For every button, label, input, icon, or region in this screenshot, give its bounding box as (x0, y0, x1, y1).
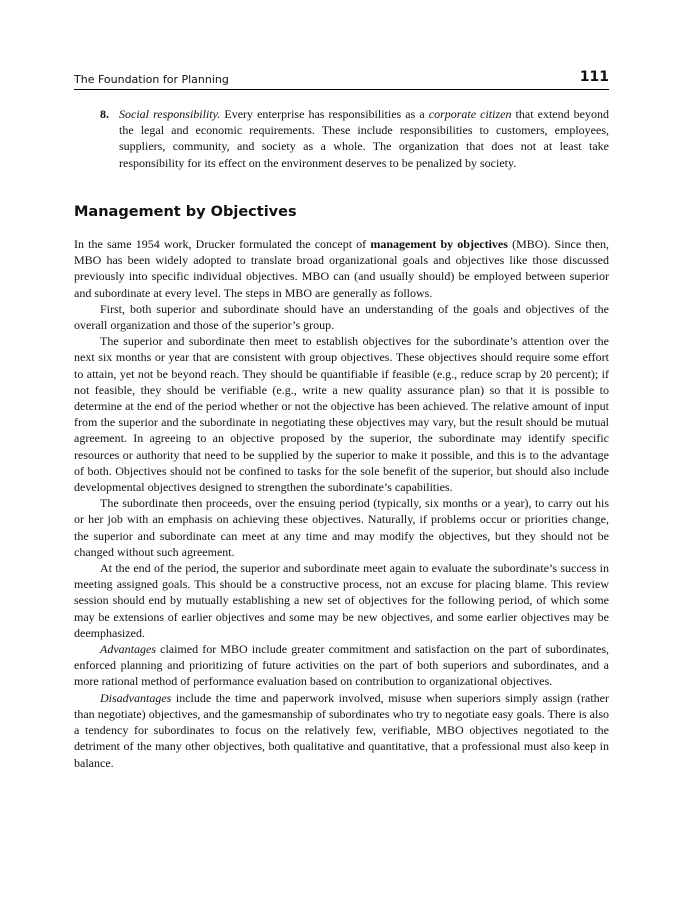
section-heading: Management by Objectives (74, 204, 297, 220)
running-header (74, 68, 609, 90)
paragraph-2: First, both superior and subordinate should have an understanding of the goals and objectives of the overall organization and those of the superior’s group. (74, 301, 609, 333)
running-title: The Foundation for Planning (74, 73, 229, 86)
list-item-term: corporate citizen (428, 107, 512, 121)
section-body (74, 236, 609, 771)
numbered-list-item-8 (74, 106, 609, 171)
paragraph-3: The superior and subordinate then meet to establish objectives for the subordinate’s attention over the next six months or year that are consistent with group objectives. These objectives should require some effort to attain, yet not be beyond reach. They should be quantifiable if feasible (e.g., reduce scrap by 20 percent); if not feasible, they should be verifiable (e.g., write a new quality assurance plan) so that it is possible to determine at the end of the period whether or not the objective has been achieved. The relative amount of input from the superior and the subordinate in negotiating these objectives may vary, but the result should be mutual agreement. In agreeing to an objective proposed by the superior, the subordinate may identify specific resources or authority that need to be supplied by the superior to make it possible, and this is to the advantage of both. Objectives should not be confined to tasks for the sole benefit of the superior, but should also include developmental objectives designed to strengthen the subordinate’s capabilities. (74, 334, 609, 495)
paragraph-advantages: Advantages claimed for MBO include greater commitment and satisfaction on the part of subordinates, enforced planning and prioritizing of future activities on the part of both superiors and subordinates, and a more rational method of performance evaluation based on contribution to organizational objectives. (74, 642, 609, 689)
key-term-mbo: management by objectives (370, 237, 508, 251)
paragraph-4: The subordinate then proceeds, over the ensuing period (typically, six months or a year), to carry out his or her job with an emphasis on achieving these objectives. Naturally, if problems occur or priorities change, the superior and subordinate can meet at any time and may modify the objectives, but they should not be changed without such agreement. (74, 496, 609, 559)
list-item-lead: Social responsibility. (119, 107, 221, 121)
list-item-number: 8. (100, 107, 109, 121)
term-disadvantages: Disadvantages (100, 690, 172, 705)
list-item-text: Social responsibility. Every enterprise has responsibilities as a corporate citizen that extend beyond the legal and economic requirements. These include responsibilities to customers, employees, suppliers, community, and society as a whole. The organization that does not at least take responsibility for its effect on the environment deserves to be penalized by society. (119, 107, 610, 170)
paragraph-5: At the end of the period, the superior and subordinate meet again to evaluate the subordinate’s success in meeting assigned goals. This should be a constructive process, not an excuse for placing blame. This review session should end by mutually establishing a new set of objectives for the following period, of which some may be extensions of earlier objectives and some may be new objectives, and some earlier objectives may be deemphasized. (74, 561, 609, 640)
term-advantages: Advantages (100, 642, 156, 657)
header-rule (74, 89, 609, 90)
page-number: 111 (579, 69, 609, 85)
paragraph-1: In the same 1954 work, Drucker formulated the concept of management by objectives (MBO). Since then, MBO has been widely adopted to translate broad organizational goals and objectives like those discussed previously into specific individual objectives. MBO can (and usually should) be employed between superior and subordinate at every level. The steps in MBO are generally as follows. (74, 237, 610, 300)
paragraph-disadvantages: Disadvantages include the time and paperwork involved, misuse when superiors simply assign (rather than negotiate) objectives, and the gamesmanship of subordinates who try to negotiate easy goals. There is also a tendency for subordinates to focus on the relatively few, verifiable, MBO objectives negotiated to the detriment of the many other objectives, both qualitative and quantitative, that a professional must also keep in balance. (74, 690, 609, 770)
